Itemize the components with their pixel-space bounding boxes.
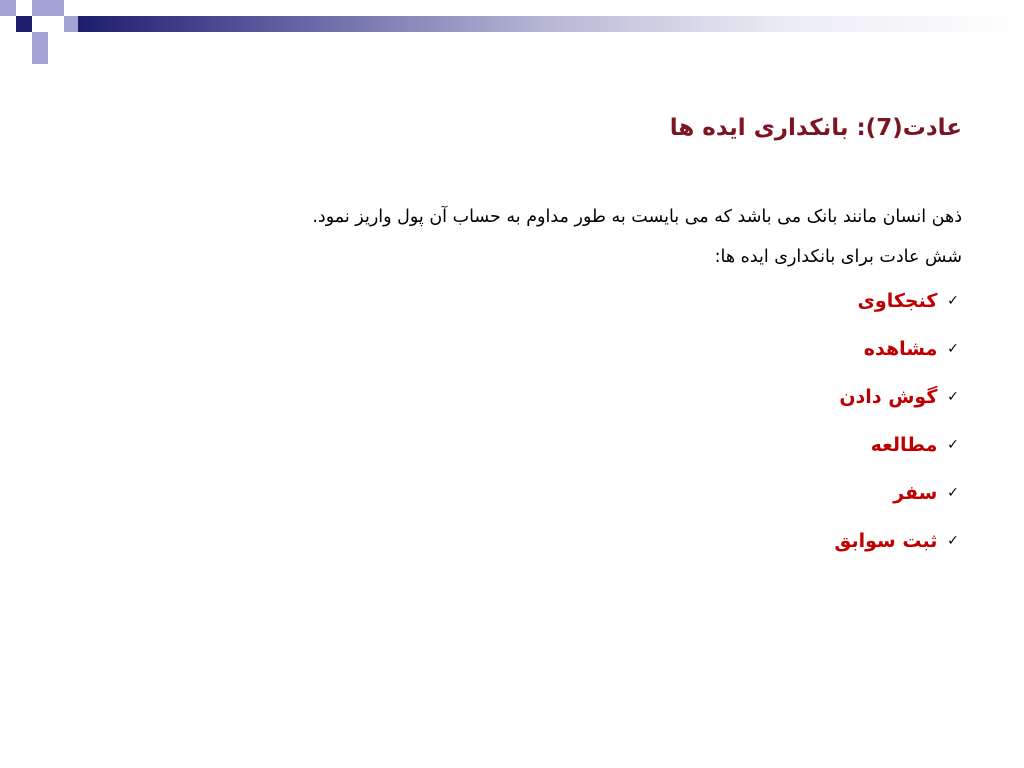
list-item	[62, 517, 962, 565]
slide-content	[62, 108, 962, 565]
check-icon: ✓	[947, 389, 959, 405]
header-decoration	[0, 0, 1024, 64]
habit-label: گوش دادن	[839, 386, 938, 408]
habit-label: ثبت سوابق	[834, 530, 938, 552]
habit-label: کنجکاوی	[857, 290, 938, 312]
decor-square-lavender	[32, 0, 48, 16]
intro-line: شش عادت برای بانکداری ایده ها:	[714, 247, 962, 267]
habit-label: مطالعه	[870, 434, 938, 456]
check-icon: ✓	[947, 533, 959, 549]
decor-square-navy	[16, 16, 32, 32]
decor-gradient-bar	[78, 16, 1024, 32]
list-item	[62, 325, 962, 373]
list-item	[62, 469, 962, 517]
check-icon: ✓	[947, 293, 959, 309]
list-item	[62, 421, 962, 469]
slide-title: عادت(7): بانکداری ایده ها	[669, 115, 962, 141]
decor-square-lavender	[32, 48, 48, 64]
decor-square-lavender	[0, 0, 16, 16]
check-icon: ✓	[947, 485, 959, 501]
list-item	[62, 277, 962, 325]
list-item	[62, 373, 962, 421]
habit-label: مشاهده	[863, 338, 938, 360]
intro-text	[62, 197, 962, 277]
habit-label: سفر	[893, 482, 938, 504]
check-icon: ✓	[947, 437, 959, 453]
habit-list	[62, 277, 962, 565]
check-icon: ✓	[947, 341, 959, 357]
intro-line: ذهن انسان مانند بانک می باشد که می بایست به طور مداوم به حساب آن پول واریز نمود.	[312, 207, 962, 227]
decor-square-lavender	[32, 32, 48, 48]
decor-square-lavender	[48, 0, 64, 16]
